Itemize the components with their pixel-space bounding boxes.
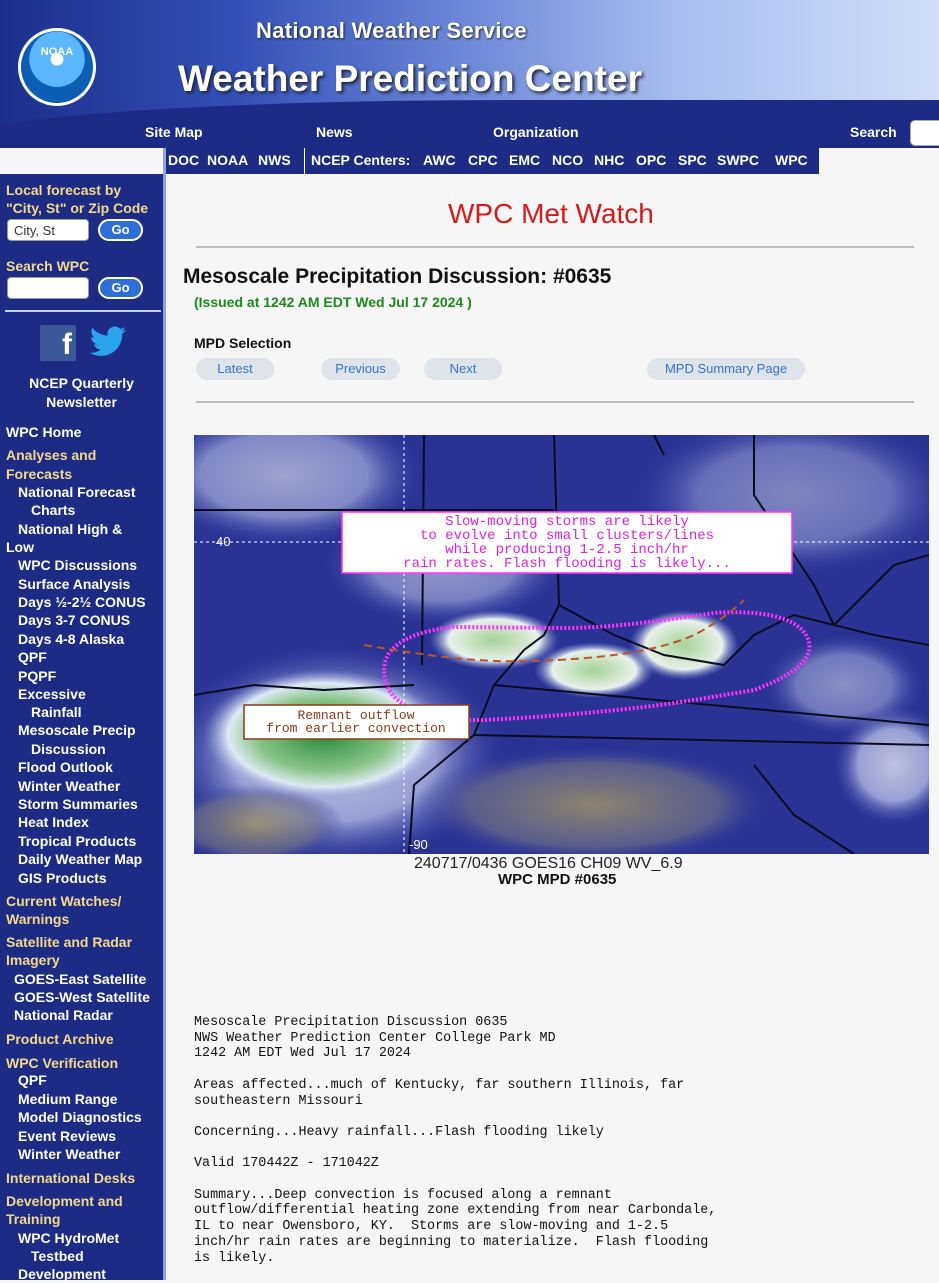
noaa-logo[interactable] (18, 28, 96, 106)
sidebar-item-development[interactable]: Development (18, 1266, 106, 1282)
discussion-line: Summary...Deep convection is focused along a remnant (194, 1187, 612, 1203)
sidebar-item-wpc-home[interactable]: WPC Home (6, 424, 82, 440)
discussion-line: outflow/differential heating zone extending from near Carbondale, (194, 1203, 717, 1219)
nav-awc[interactable]: AWC (423, 152, 456, 168)
local-forecast-go-button[interactable]: Go (98, 219, 143, 241)
nav-nws[interactable]: NWS (258, 152, 291, 168)
newsletter-link-2[interactable]: Newsletter (46, 394, 117, 410)
noaa-logo-text: NOAA (40, 46, 74, 58)
sub-nav (164, 148, 819, 174)
search-wpc-go-button[interactable]: Go (98, 277, 143, 299)
sidebar-item-tropical-products[interactable]: Tropical Products (18, 833, 137, 849)
discussion-line: 1242 AM EDT Wed Jul 17 2024 (194, 1046, 411, 1062)
sidebar-heading-watches-2[interactable]: Warnings (6, 911, 70, 927)
sidebar-item-national-forecast-charts-2[interactable]: Charts (31, 502, 76, 518)
sidebar-item-national-radar[interactable]: National Radar (14, 1007, 113, 1023)
center-title[interactable]: Weather Prediction Center (178, 58, 642, 99)
agency-title[interactable]: National Weather Service (256, 18, 527, 43)
sidebar-item-national-forecast-charts[interactable]: National Forecast (18, 484, 136, 500)
satellite-map (194, 435, 929, 854)
storms-callout-line-4: rain rates. Flash flooding is likely... (403, 556, 731, 572)
mpd-summary-button[interactable]: MPD Summary Page (647, 358, 805, 380)
divider-bottom (196, 401, 914, 403)
latest-button[interactable]: Latest (196, 358, 274, 380)
mpd-title: Mesoscale Precipitation Discussion: #0635 (183, 265, 612, 288)
discussion-line: inch/hr rain rates are beginning to materialize. Flash flooding (194, 1234, 709, 1250)
search-wpc-label: Search WPC (6, 258, 90, 274)
sidebar-item-pqpf[interactable]: PQPF (18, 668, 57, 684)
discussion-text (194, 1015, 716, 1266)
sidebar-item-event-reviews[interactable]: Event Reviews (18, 1128, 117, 1144)
subnav-divider (304, 148, 305, 174)
discussion-line: Mesoscale Precipitation Discussion 0635 (194, 1015, 508, 1030)
discussion-line: IL to near Owensboro, KY. Storms are slow-moving and 1-2.5 (194, 1219, 669, 1235)
sidebar-item-days-4-8[interactable]: Days 4-8 Alaska (18, 631, 125, 647)
sidebar-item-daily-weather-map[interactable]: Daily Weather Map (18, 851, 143, 867)
nav-doc[interactable]: DOC (168, 152, 200, 168)
mpd-selection-label: MPD Selection (194, 335, 292, 351)
nav-swpc[interactable]: SWPC (717, 152, 759, 168)
nav-noaa[interactable]: NOAA (207, 152, 249, 168)
nav-spc[interactable]: SPC (678, 152, 707, 168)
discussion-line: Areas affected...much of Kentucky, far southern Illinois, far (194, 1077, 685, 1093)
storms-callout-line-3: while producing 1-2.5 inch/hr (445, 542, 689, 558)
sidebar-item-goes-east[interactable]: GOES-East Satellite (14, 971, 147, 987)
nav-organization[interactable]: Organization (493, 124, 579, 140)
sidebar-item-verification-winter-weather[interactable]: Winter Weather (18, 1146, 121, 1162)
ncep-centers-label: NCEP Centers: (311, 152, 411, 168)
sidebar-item-mesoscale-precip-2[interactable]: Discussion (31, 741, 106, 757)
image-caption-product: 240717/0436 GOES16 CH09 WV_6.9 (414, 855, 683, 872)
lon-label: -90 (409, 837, 428, 852)
next-button[interactable]: Next (424, 358, 502, 380)
previous-button[interactable]: Previous (321, 358, 400, 380)
search-wpc-input[interactable] (7, 277, 89, 299)
sidebar-heading-watches[interactable]: Current Watches/ (6, 893, 122, 909)
lat-label: 40 (216, 534, 231, 549)
local-forecast-label-2: "City, St" or Zip Code (6, 200, 149, 216)
facebook-icon[interactable]: f (40, 325, 76, 361)
image-caption-mpd: WPC MPD #0635 (498, 871, 617, 888)
sidebar-heading-development-2[interactable]: Training (6, 1211, 61, 1227)
discussion-line: NWS Weather Prediction Center College Park MD (194, 1030, 556, 1046)
discussion-line: Valid 170442Z - 171042Z (194, 1156, 379, 1172)
nav-nhc[interactable]: NHC (594, 152, 625, 168)
mpd-satellite-image[interactable] (194, 435, 929, 854)
nav-news[interactable]: News (316, 124, 353, 140)
sidebar-item-flood-outlook[interactable]: Flood Outlook (18, 759, 113, 775)
nav-opc[interactable]: OPC (636, 152, 667, 168)
discussion-line: is likely. (194, 1250, 275, 1266)
sidebar-heading-development[interactable]: Development and (6, 1193, 123, 1209)
sidebar-item-days-half[interactable]: Days ½-2½ CONUS (18, 594, 146, 610)
sidebar-item-hydromet-testbed[interactable]: WPC HydroMet (18, 1230, 120, 1246)
nav-emc[interactable]: EMC (509, 152, 541, 168)
sidebar-heading-analyses[interactable]: Analyses and (6, 447, 97, 463)
sidebar-item-surface-analysis[interactable]: Surface Analysis (18, 576, 131, 592)
sidebar-heading-satellite[interactable]: Satellite and Radar (6, 934, 133, 950)
nav-site-map[interactable]: Site Map (145, 124, 203, 140)
twitter-icon[interactable] (88, 324, 128, 360)
sidebar-item-qpf[interactable]: QPF (18, 649, 47, 665)
sidebar-heading-satellite-2[interactable]: Imagery (6, 952, 60, 968)
sidebar-item-excessive-rainfall[interactable]: Excessive (18, 686, 86, 702)
outflow-callout-line-1: Remnant outflow (297, 708, 415, 723)
sidebar-item-national-high-low[interactable]: National High & (18, 521, 123, 537)
site-header (0, 0, 939, 148)
sidebar-item-national-high-low-2[interactable]: Low (6, 539, 34, 555)
sidebar-item-wpc-discussions[interactable]: WPC Discussions (18, 557, 138, 573)
sidebar-item-mesoscale-precip[interactable]: Mesoscale Precip (18, 722, 136, 738)
sidebar-item-excessive-rainfall-2[interactable]: Rainfall (31, 704, 82, 720)
sidebar-item-storm-summaries[interactable]: Storm Summaries (18, 796, 138, 812)
sidebar-divider (5, 310, 161, 312)
local-forecast-label: Local forecast by (6, 182, 122, 198)
sidebar-heading-international-desks[interactable]: International Desks (6, 1170, 136, 1186)
discussion-line: Concerning...Heavy rainfall...Flash flooding likely (194, 1124, 604, 1140)
sidebar-item-hydromet-testbed-2[interactable]: Testbed (31, 1248, 84, 1264)
storms-callout-line-2: to evolve into small clusters/lines (419, 528, 715, 544)
issued-time: (Issued at 1242 AM EDT Wed Jul 17 2024 ) (194, 294, 472, 310)
sidebar-item-days-3-7[interactable]: Days 3-7 CONUS (18, 612, 131, 628)
top-nav (0, 118, 939, 146)
nav-cpc[interactable]: CPC (468, 152, 498, 168)
sidebar-item-goes-west[interactable]: GOES-West Satellite (14, 989, 150, 1005)
newsletter-link[interactable]: NCEP Quarterly (29, 375, 134, 391)
sidebar-heading-wpc-verification[interactable]: WPC Verification (6, 1055, 119, 1071)
nav-nco[interactable]: NCO (552, 152, 584, 168)
outflow-callout-line-2: from earlier convection (266, 721, 446, 736)
site-search-input[interactable] (910, 120, 939, 146)
local-forecast-input[interactable]: City, St (7, 219, 89, 241)
nav-wpc[interactable]: WPC (775, 152, 808, 168)
discussion-line: southeastern Missouri (194, 1093, 363, 1109)
storms-callout-line-1: Slow-moving storms are likely (445, 514, 689, 530)
sidebar-item-verification-qpf[interactable]: QPF (18, 1072, 47, 1088)
page-title: WPC Met Watch (448, 198, 654, 229)
sidebar-item-heat-index[interactable]: Heat Index (18, 814, 89, 830)
sidebar-item-model-diagnostics[interactable]: Model Diagnostics (18, 1109, 142, 1125)
sidebar-heading-product-archive[interactable]: Product Archive (6, 1031, 114, 1047)
sidebar-item-winter-weather[interactable]: Winter Weather (18, 778, 121, 794)
search-label: Search (850, 124, 897, 140)
sidebar-heading-analyses-2[interactable]: Forecasts (6, 466, 73, 482)
divider-top (196, 246, 914, 248)
sidebar-item-gis-products[interactable]: GIS Products (18, 870, 107, 886)
sidebar-item-medium-range[interactable]: Medium Range (18, 1091, 118, 1107)
